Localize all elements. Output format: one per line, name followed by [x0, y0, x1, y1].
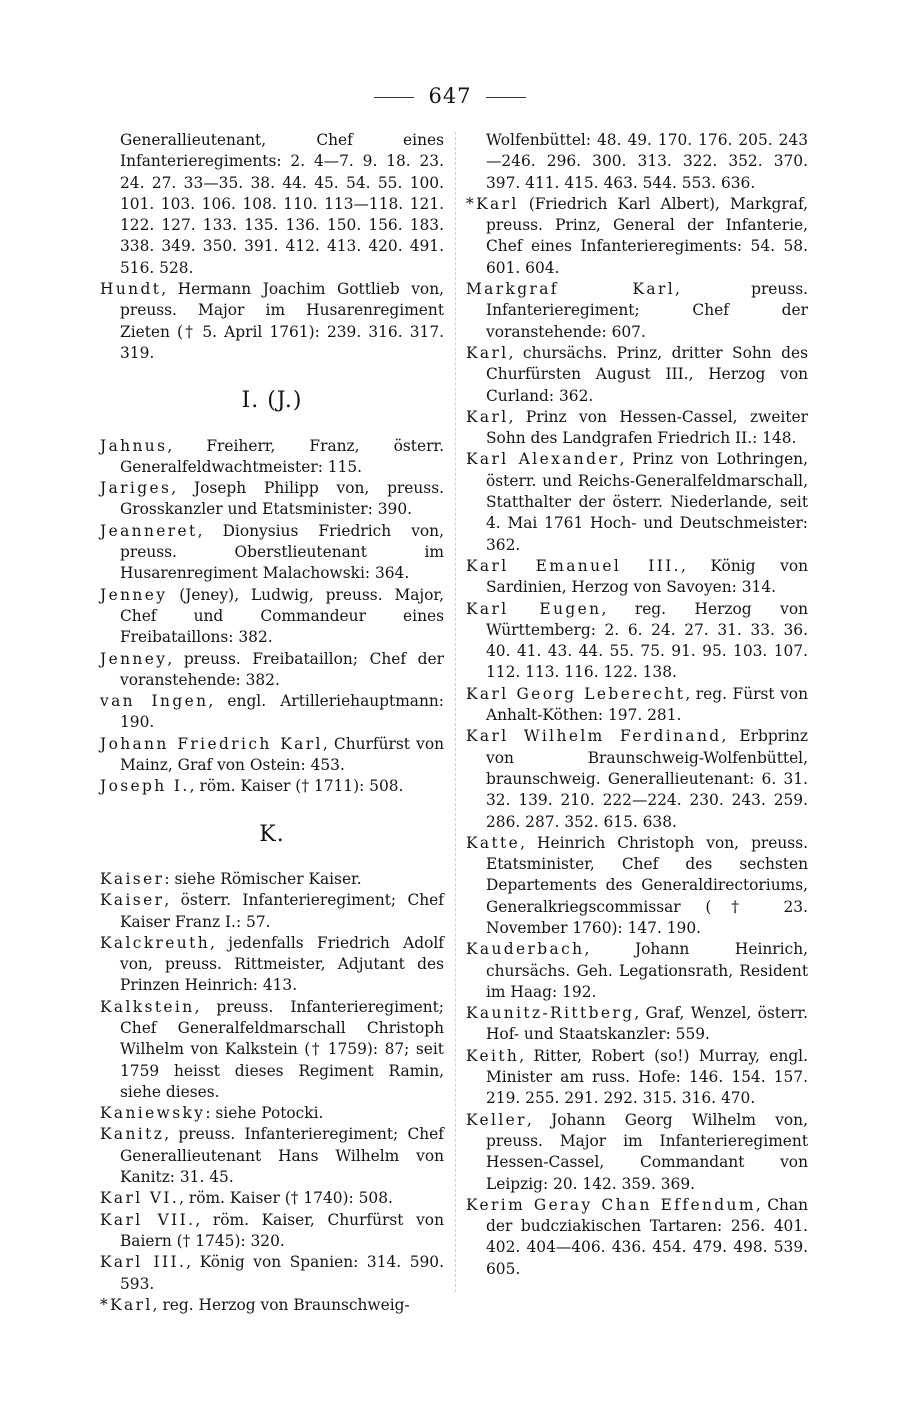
index-entry: [100, 1295, 444, 1316]
entry-text: , preuss. Infanterieregiment; Chef Generallieutenant Hans Wilhelm von Kanitz: 31. 45.: [120, 1125, 444, 1187]
entry-text: , reg. Herzog von Württemberg: 2. 6. 24. 27. 31. 33. 36. 40. 41. 43. 44. 55. 75. 91. 95. 103. 107. 112. 113. 116. 122. 138.: [486, 599, 809, 682]
entry-headword: Katte: [466, 833, 521, 852]
entry-text: , Johann Georg Wilhelm von, preuss. Major im Infanterieregiment Hessen-Cassel, Commandant von Leipzig: 20. 142. 359. 369.: [486, 1110, 808, 1193]
index-entry: [100, 1252, 444, 1295]
entry-text: , Hermann Joachim Gottlieb von, preuss. Major im Husarenregiment Zieten († 5. April 1761): 239. 316. 317. 319.: [120, 280, 444, 362]
index-entry: [100, 1210, 444, 1253]
entry-text: : siehe Römischer Kaiser.: [164, 869, 362, 888]
entry-headword: *Karl: [466, 194, 519, 213]
entry-headword: Karl: [466, 407, 509, 426]
entry-text: , chursächs. Prinz, dritter Sohn des Churfürsten August III., Herzog von Curland: 362.: [486, 343, 808, 405]
entry-headword: Jeanneret: [100, 521, 198, 540]
index-entry: [100, 649, 444, 692]
index-entry: [466, 684, 808, 727]
entry-text: , preuss. Freibataillon; Chef der voranstehende: 382.: [120, 649, 444, 689]
entry-text: , preuss. Infanterieregiment; Chef der voranstehende: 607.: [486, 280, 809, 341]
index-entry: [466, 279, 808, 343]
index-entry: [100, 1188, 444, 1209]
column-divider: [455, 132, 456, 1292]
entry-headword: Karl: [466, 343, 509, 362]
entry-headword: Jenney: [100, 585, 168, 604]
index-entry: [466, 194, 808, 279]
entry-text: : siehe Potocki.: [205, 1104, 324, 1123]
index-entry: [466, 726, 808, 832]
index-entry: [100, 890, 444, 933]
entry-text: , reg. Fürst von Anhalt-Köthen: 197. 281.: [486, 684, 808, 725]
entry-headword: Karl VII.: [100, 1210, 196, 1229]
entry-text: , Churfürst von Mainz, Graf von Ostein: 453.: [120, 734, 444, 775]
entry-text: , röm. Kaiser († 1711): 508.: [189, 777, 404, 796]
section-heading: I. (J.): [241, 388, 303, 414]
entry-headword: Karl VI.: [100, 1189, 180, 1208]
index-entry: [100, 869, 444, 890]
entry-headword: Karl III.: [100, 1253, 187, 1272]
entry-headword: Keith: [466, 1046, 520, 1065]
entry-text: , König von Sardinien, Herzog von Savoyen: 314.: [486, 556, 808, 597]
entry-text: , König von Spanien: 314. 590. 593.: [120, 1253, 444, 1293]
entry-text: , Graf, Wenzel, österr. Hof- und Staatskanzler: 559.: [486, 1004, 808, 1044]
index-entry: [100, 734, 444, 777]
index-entry-continuation: [100, 130, 444, 279]
entry-text: , preuss. Infanterieregiment; Chef Generalfeldmarschall Christoph Wilhelm von Kalkstein († 1759): 87; seit 1759 heisst dieses Regiment Ramin, siehe dieses.: [120, 997, 444, 1101]
entry-text: Generallieutenant, Chef eines Infanterieregiments: 2. 4—7. 9. 18. 23. 24. 27. 33—35. 38. 44. 45. 54. 55. 100. 101. 103. 106. 108. 110. 113—118. 121. 122. 127. 133. 135. 136. 150. 156. 183. 338. 349. 350. 391. 412. 413. 420. 491. 516. 528.: [120, 131, 444, 277]
entry-headword: *Karl: [100, 1295, 153, 1314]
index-entry: [100, 521, 444, 585]
entry-text: , Dionysius Friedrich von, preuss. Oberstlieutenant im Husarenregiment Malachowski: 364.: [120, 521, 444, 583]
entry-headword: Markgraf Karl: [466, 280, 676, 299]
entry-headword: Jahnus: [100, 436, 168, 455]
entry-text: (Friedrich Karl Albert), Markgraf, preuss. Prinz, General der Infanterie, Chef eines Infanterieregiments: 54. 58. 601. 604.: [486, 194, 808, 277]
entry-text: Wolfenbüttel: 48. 49. 170. 176. 205. 243—246. 296. 300. 313. 322. 352. 370. 397. 411. 415. 463. 544. 553. 636.: [486, 131, 808, 192]
entry-text: , engl. Artilleriehauptmann: 190.: [120, 692, 444, 732]
entry-text: , röm. Kaiser († 1740): 508.: [179, 1189, 393, 1208]
entry-headword: Kaiser: [100, 869, 165, 888]
index-entry: [100, 436, 444, 479]
index-entry: [466, 833, 808, 939]
index-entry: [466, 1003, 808, 1046]
entry-text: (Jeney), Ludwig, preuss. Major, Chef und Commandeur eines Freibataillons: 382.: [120, 585, 444, 647]
entry-text: , Joseph Philipp von, preuss. Grosskanzler und Etatsminister: 390.: [120, 479, 444, 519]
index-entry: [466, 343, 808, 407]
entry-headword: Kalkstein: [100, 997, 195, 1016]
index-entry: [466, 599, 808, 684]
entry-text: , jedenfalls Friedrich Adolf von, preuss. Rittmeister, Adjutant des Prinzen Heinrich: 413.: [120, 933, 444, 995]
entry-text: , Prinz von Lothringen, österr. und Reichs-Generalfeldmarschall, Statthalter der österr. Niederlande, seit 4. Mai 1761 Hoch- und Deutschmeister: 362.: [486, 450, 808, 554]
entry-headword: Kalckreuth: [100, 933, 211, 952]
index-entry: [466, 407, 808, 450]
entry-text: , röm. Kaiser, Churfürst von Baiern († 1745): 320.: [120, 1210, 444, 1250]
entry-text: , Chan der budcziakischen Tartaren: 256. 401. 402. 404—406. 436. 454. 479. 498. 539. 605.: [486, 1195, 809, 1278]
entry-headword: Karl Wilhelm Ferdinand: [466, 727, 722, 746]
entry-text: , Ritter, Robert (so!) Murray, engl. Minister am russ. Hofe: 146. 154. 157. 219. 255. 291. 292. 315. 316. 470.: [486, 1046, 808, 1108]
index-entry: [100, 1103, 444, 1124]
entry-text: , Prinz von Hessen-Cassel, zweiter Sohn des Landgrafen Friedrich II.: 148.: [486, 407, 808, 448]
entry-headword: Kanitz: [100, 1125, 165, 1144]
entry-text: , Johann Heinrich, chursächs. Geh. Legationsrath, Resident im Haag: 192.: [486, 940, 808, 1001]
entry-headword: Joseph I.: [100, 777, 190, 796]
entry-headword: Kaniewsky: [100, 1104, 206, 1123]
entry-headword: Jenney: [100, 649, 168, 668]
entry-headword: van Ingen: [100, 692, 209, 711]
index-entry: [100, 776, 444, 797]
index-entry: [100, 478, 444, 521]
index-column-left: [100, 130, 444, 1316]
entry-headword: Kauderbach: [466, 940, 585, 959]
index-entry: [466, 1110, 808, 1195]
index-entry: [466, 939, 808, 1003]
section-heading: K.: [259, 821, 285, 847]
entry-text: , österr. Infanterieregiment; Chef Kaiser Franz I.: 57.: [120, 891, 444, 931]
entry-headword: Karl Eugen: [466, 599, 602, 618]
index-entry: [466, 1046, 808, 1110]
entry-headword: Kerim Geray Chan Effendum: [466, 1195, 756, 1214]
index-entry: [100, 279, 444, 364]
index-entry: [466, 556, 808, 599]
entry-headword: Kaiser: [100, 891, 165, 910]
index-column-right: [466, 130, 808, 1280]
entry-text: , reg. Herzog von Braunschweig-: [152, 1295, 410, 1314]
index-entry: [100, 1124, 444, 1188]
entry-text: , Erbprinz von Braunschweig-Wolfenbüttel, braunschweig. Generallieutenant: 6. 31. 32. 139. 210. 222—224. 230. 243. 259. 286. 287. 352. 615. 638.: [486, 727, 808, 831]
index-entry: [466, 1195, 808, 1280]
index-entry-continuation: [466, 130, 808, 194]
entry-headword: Karl Georg Leberecht: [466, 684, 686, 703]
index-entry: [100, 933, 444, 997]
entry-headword: Hundt: [100, 280, 162, 299]
entry-headword: Johann Friedrich Karl: [100, 734, 323, 753]
index-entry: [100, 691, 444, 734]
page-number: 647: [0, 84, 900, 108]
entry-text: , Heinrich Christoph von, preuss. Etatsminister, Chef des sechsten Departements des Generaldirectoriums, Generalkriegscommissar († 23. November 1760): 147. 190.: [486, 833, 808, 937]
entry-headword: Kaunitz-Rittberg: [466, 1004, 635, 1023]
index-entry: [466, 449, 808, 555]
entry-text: , Freiherr, Franz, österr. Generalfeldwachtmeister: 115.: [120, 436, 444, 476]
entry-headword: Karl Emanuel III.: [466, 556, 681, 575]
index-entry: [100, 997, 444, 1103]
entry-headword: Keller: [466, 1110, 527, 1129]
index-entry: [100, 585, 444, 649]
entry-headword: Jariges: [100, 479, 172, 498]
entry-headword: Karl Alexander: [466, 450, 620, 469]
